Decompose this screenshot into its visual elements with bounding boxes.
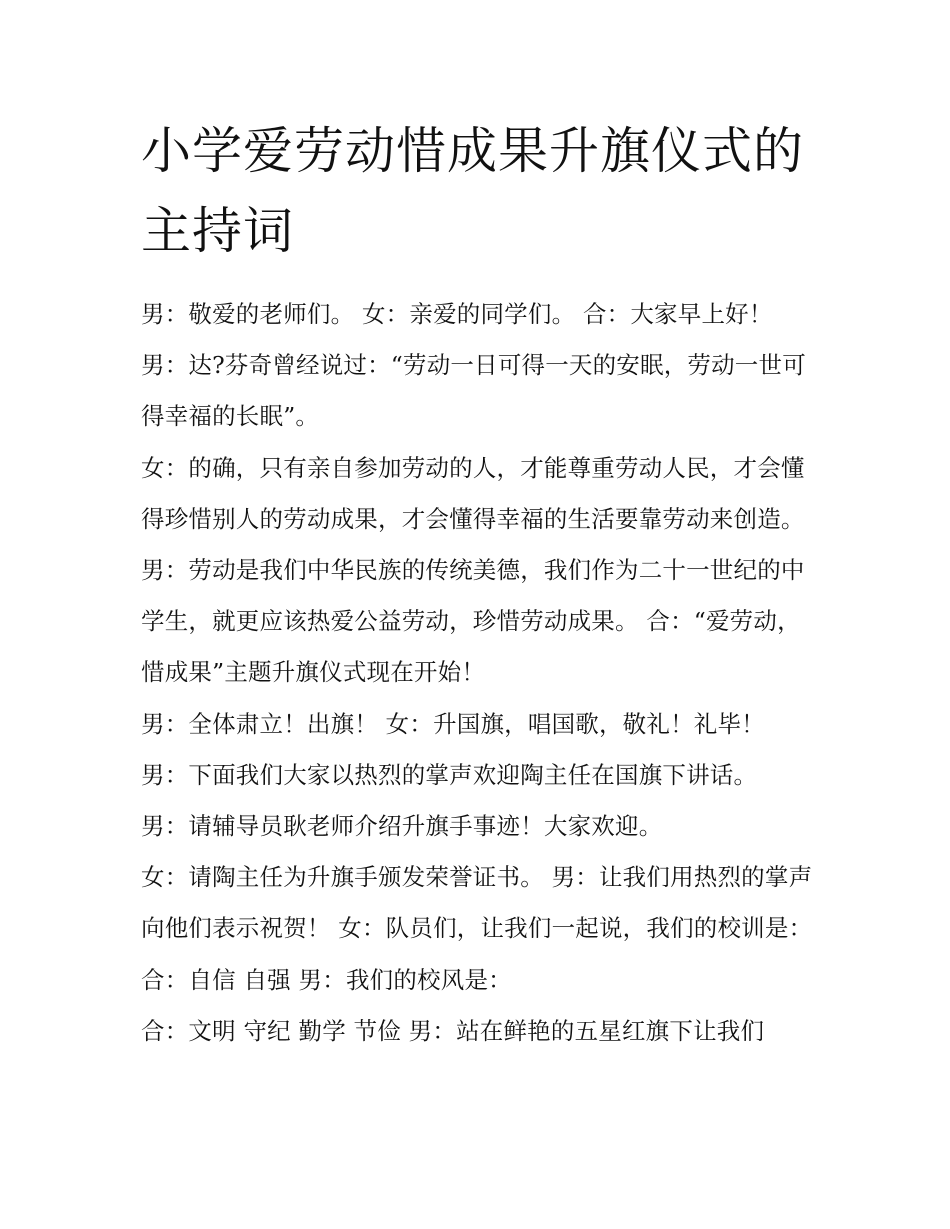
paragraph-9: 合：文明 守纪 勤学 节俭 男：站在鲜艳的五星红旗下让我们 <box>141 1016 765 1045</box>
paragraph-8: 女：请陶主任为升旗手颁发荣誉证书。 男：让我们用热烈的掌声向他们表示祝贺！ 女：队员们，让我们一起说，我们的校训是： 合：自信 自强 男：我们的校风是： <box>141 863 813 994</box>
paragraph-7: 男：请辅导员耿老师介绍升旗手事迹！大家欢迎。 <box>141 812 663 841</box>
paragraph-6: 男：下面我们大家以热烈的掌声欢迎陶主任在国旗下讲话。 <box>141 760 758 789</box>
paragraph-1: 男：敬爱的老师们。 女：亲爱的同学们。 合：大家早上好！ <box>141 300 773 328</box>
document-content <box>141 111 821 1057</box>
paragraph-2: 男：达?芬奇曾经说过：“劳动一日可得一天的安眠，劳动一世可得幸福的长眠”。 <box>141 351 806 431</box>
paragraph-3: 女：的确，只有亲自参加劳动的人，才能尊重劳动人民，才会懂得珍惜别人的劳动成果，才会懂得幸福的生活要靠劳动来创造。 <box>141 453 805 533</box>
paragraph-5: 男：全体肃立！出旗！ 女：升国旗，唱国歌，敬礼！礼毕！ <box>141 709 765 738</box>
document-body <box>141 289 821 1057</box>
paragraph-4: 男：劳动是我们中华民族的传统美德，我们作为二十一世纪的中学生，就更应该热爱公益劳动，珍惜劳动成果。 合：“爱劳动，惜成果”主题升旗仪式现在开始！ <box>141 556 805 687</box>
document-title: 小学爱劳动惜成果升旗仪式的主持词 <box>141 122 804 260</box>
